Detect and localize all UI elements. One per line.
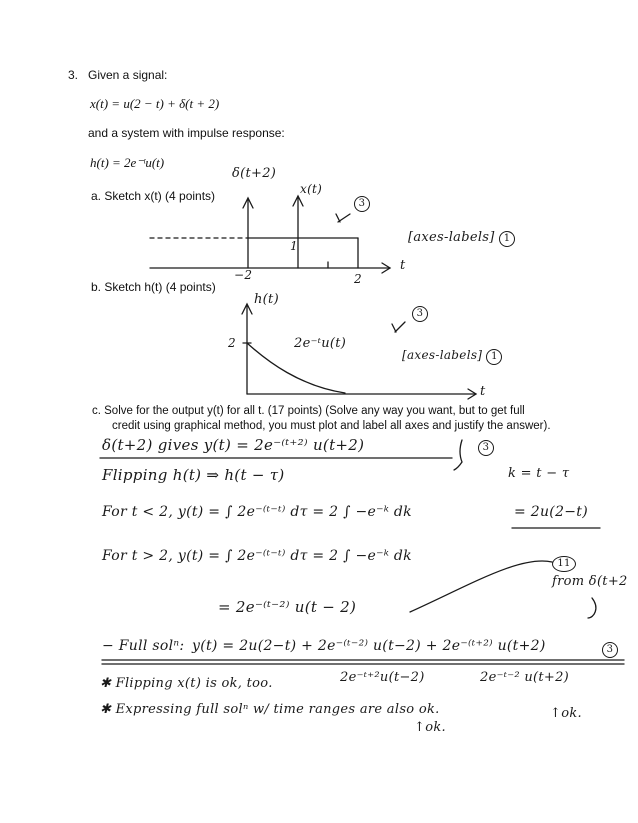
sketch-a-check: [336, 214, 350, 222]
full-solution: y(t) = 2u(2−t) + 2e⁻⁽ᵗ⁻²⁾ u(t−2) + 2e⁻⁽ᵗ⁺²⁾ u(t+2): [192, 638, 546, 654]
curve-label: 2e⁻ᵗu(t): [294, 336, 347, 351]
part-c-heading-line1: c. Solve for the output y(t) for all t. (17 points) (Solve any way you want, but to get full: [92, 405, 525, 417]
alt-term-1: 2e⁻ᵗ⁺²u(t−2): [340, 670, 425, 685]
line1-score-circle: 3: [478, 440, 494, 456]
tick-neg2: −2: [234, 268, 253, 282]
note-flipping: ✱ Flipping x(t) is ok, too.: [100, 676, 273, 691]
axes-score-circle: 1: [499, 231, 515, 247]
line1-brace: [454, 440, 462, 470]
ht-label: h(t): [254, 292, 279, 307]
sketch-b-t-label: t: [480, 384, 486, 399]
part-c-heading-line2: credit using graphical method, you must plot and label all axes and justify the answer).: [112, 420, 551, 432]
axes-note-text: [axes-labels]: [408, 230, 495, 245]
solution-line1: δ(t+2) gives y(t) = 2e⁻⁽ᵗ⁺²⁾ u(t+2): [102, 436, 365, 454]
problem-number: 3.: [68, 68, 79, 82]
score-circle: 3: [354, 196, 370, 212]
solution-line4: For t > 2, y(t) = ∫ 2e⁻⁽ᵗ⁻ᵗ⁾ dτ = 2 ∫ −e⁻ᵏ dk: [102, 548, 412, 564]
signal-equation: x(t) = u(2 − t) + δ(t + 2): [90, 96, 220, 111]
solution-line2: Flipping h(t) ⇒ h(t − τ): [102, 466, 285, 484]
full-sol-label: − Full solⁿ:: [102, 638, 185, 654]
sketch-a-score: [354, 192, 370, 212]
score-11-circle: 11: [552, 556, 576, 572]
line1-score: [478, 436, 494, 456]
from-curve: [588, 598, 596, 618]
axes-score-circle-b: 1: [486, 349, 502, 365]
score-11: [552, 552, 576, 572]
system-intro: and a system with impulse response:: [88, 126, 285, 140]
solution-line3: For t < 2, y(t) = ∫ 2e⁻⁽ᵗ⁻ᵗ⁾ dτ = 2 ∫ −e⁻ᵏ dk: [102, 504, 412, 520]
from-note: from δ(t+2: [552, 574, 628, 589]
sketch-b-check: [392, 322, 405, 332]
alt-term-2: 2e⁻ᵗ⁻² u(t+2): [480, 670, 570, 685]
delta-label: δ(t+2): [232, 166, 277, 181]
impulse-equation: h(t) = 2e⁻ᵗu(t): [90, 155, 165, 170]
solution-line5: = 2e⁻⁽ᵗ⁻²⁾ u(t − 2): [218, 598, 357, 616]
height-1: 1: [290, 239, 298, 253]
note-time-ranges: ✱ Expressing full solⁿ w/ time ranges are also ok.: [100, 702, 440, 717]
score-circle-b: 3: [412, 306, 428, 322]
substitution: k = t − τ: [508, 466, 570, 481]
full-score-circle: 3: [602, 642, 618, 658]
solution-line3-result: = 2u(2−t): [514, 504, 588, 520]
ok-mark-2: ↑ok.: [550, 706, 582, 721]
solution-sweep-curve: [410, 561, 552, 612]
part-b-heading: b. Sketch h(t) (4 points): [91, 280, 216, 294]
height-2: 2: [228, 336, 236, 350]
sketch-b-axes-note: [402, 348, 502, 365]
problem-intro: Given a signal:: [88, 68, 168, 82]
sketch-a-t-label: t: [400, 258, 406, 273]
sketch-b-score: [412, 302, 428, 322]
axes-note-text-b: [axes-labels]: [402, 348, 483, 362]
part-a-heading: a. Sketch x(t) (4 points): [91, 189, 216, 203]
tick-2: 2: [354, 272, 362, 286]
full-sol-score: [602, 638, 618, 658]
ok-mark-1: ↑ok.: [414, 720, 446, 735]
xt-label: x(t): [300, 182, 323, 196]
sketch-a-axes-note: [408, 230, 515, 247]
